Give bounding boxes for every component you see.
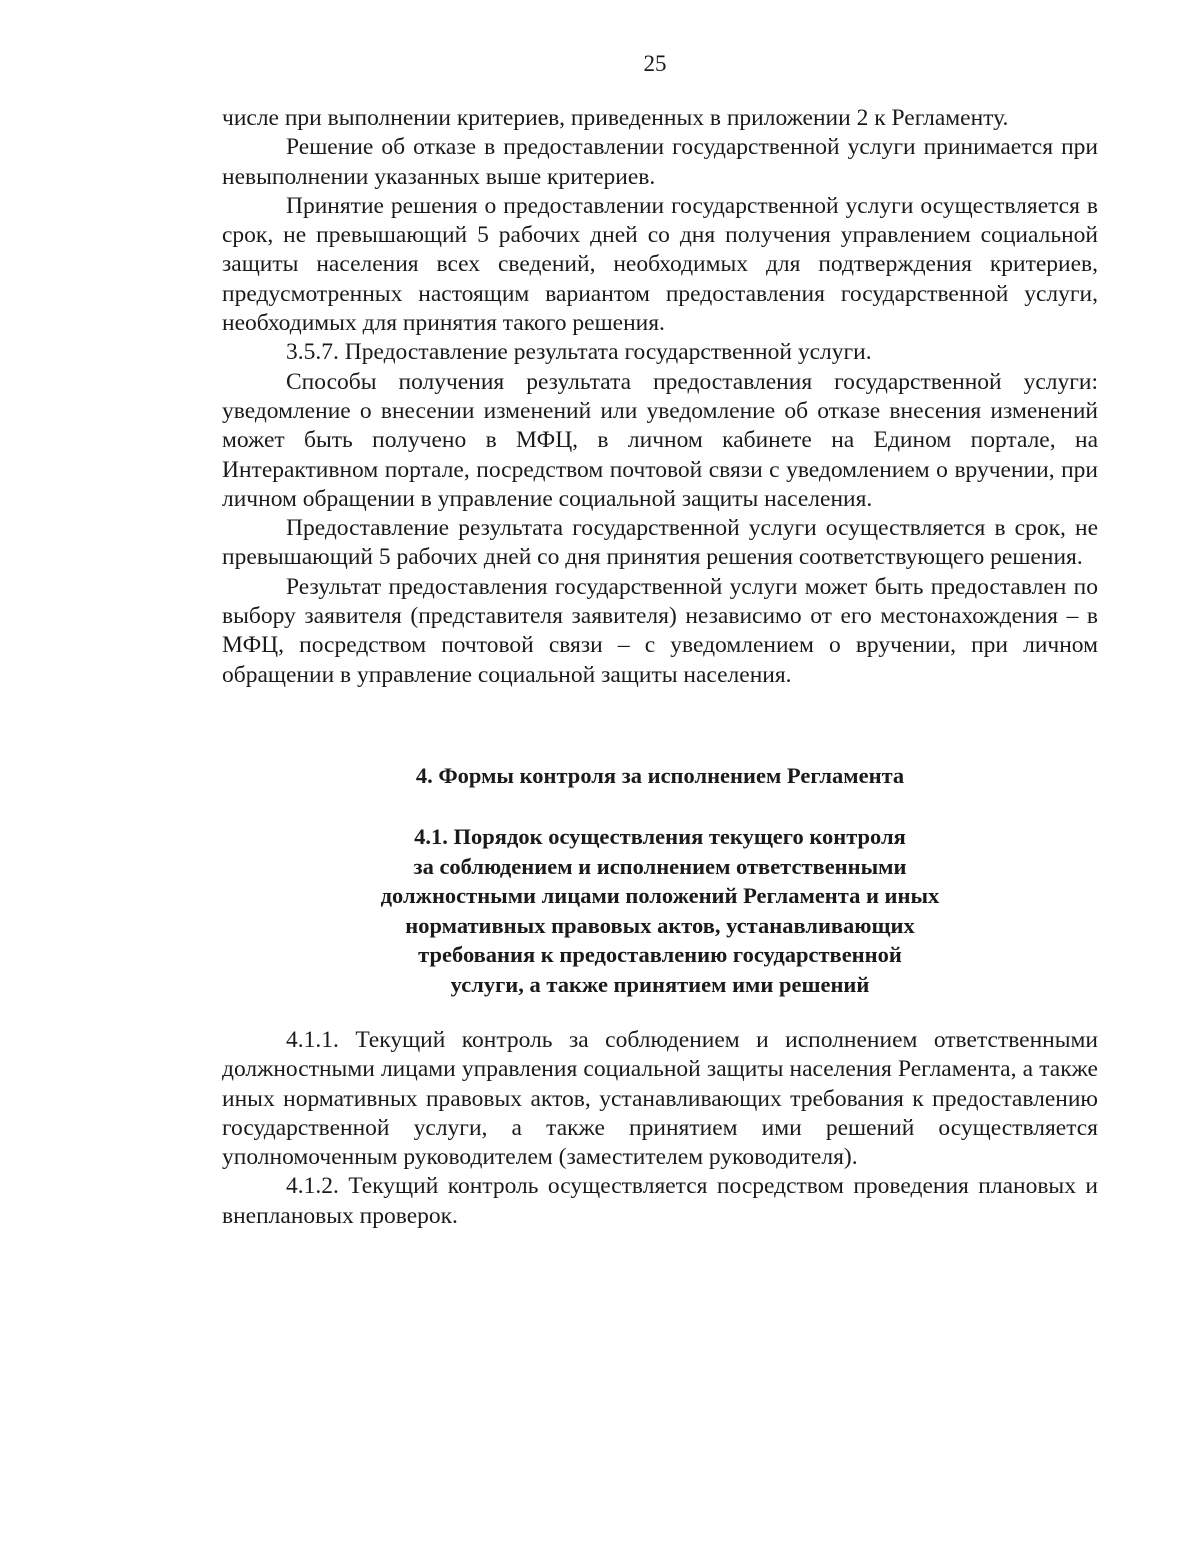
body-text-top	[222, 104, 1098, 690]
paragraph-result-term: Предоставление результата государственной услуги осуществляется в срок, не превышающий 5 рабочих дней со дня принятия решения соответствующего решения.	[222, 515, 1098, 571]
subsection-heading-line: нормативных правовых актов, устанавливающих	[405, 912, 915, 938]
section-heading: 4. Формы контроля за исполнением Регламента	[415, 763, 905, 788]
subsection-heading	[222, 822, 1098, 999]
paragraph-refusal-decision: Решение об отказе в предоставлении государственной услуги принимается при невыполнении указанных выше критериев.	[222, 134, 1098, 190]
body-text-bottom	[222, 1026, 1098, 1231]
paragraph-item-4-1-2: 4.1.2. Текущий контроль осуществляется посредством проведения плановых и внеплановых проверок.	[222, 1173, 1098, 1229]
paragraph-result-choice: Результат предоставления государственной услуги может быть предоставлен по выбору заявителя (представителя заявителя) независимо от его местонахождения – в МФЦ, посредством почтовой связи – с уведомлением о вручении, при личном обращении в управление социальной защиты населения.	[222, 573, 1098, 688]
subsection-heading-line: услуги, а также принятием ими решений	[450, 971, 870, 997]
paragraph-item-4-1-1: 4.1.1. Текущий контроль за соблюдением и исполнением ответственными должностными лицами управления социальной защиты населения Регламента, а также иных нормативных правовых актов, устанавливающих требования к предоставлению государственной услуги, а также принятием ими решений осуществляется уполномоченным руководителем (заместителем руководителя).	[222, 1027, 1098, 1171]
paragraph-decision-term: Принятие решения о предоставлении государственной услуги осуществляется в срок, не превышающий 5 рабочих дней со дня получения управлением социальной защиты населения всех сведений, необходимых для подтверждения критериев, предусмотренных настоящим вариантом предоставления государственной услуги, необходимых для принятия такого решения.	[222, 192, 1098, 337]
subsection-heading-line: 4.1. Порядок осуществления текущего контроля	[414, 824, 906, 849]
subsection-heading-line: требования к предоставлению государственной	[418, 942, 902, 967]
subsection-heading-line: должностными лицами положений Регламента и иных	[380, 883, 940, 908]
paragraph-result-methods: Способы получения результата предоставления государственной услуги: уведомление о внесении изменений или уведомление об отказе внесения изменений может быть получено в МФЦ, в личном кабинете на Едином портале, на Интерактивном портале, посредством почтовой связи с уведомлением о вручении, при личном обращении в управление социальной защиты населения.	[222, 368, 1098, 512]
page-number: 25	[643, 51, 667, 76]
paragraph-item-3-5-7: 3.5.7. Предоставление результата государственной услуги.	[286, 339, 872, 366]
subsection-heading-line: за соблюдением и исполнением ответственными	[413, 853, 907, 879]
paragraph-continuation: числе при выполнении критериев, приведенных в приложении 2 к Регламенту.	[222, 105, 1009, 131]
